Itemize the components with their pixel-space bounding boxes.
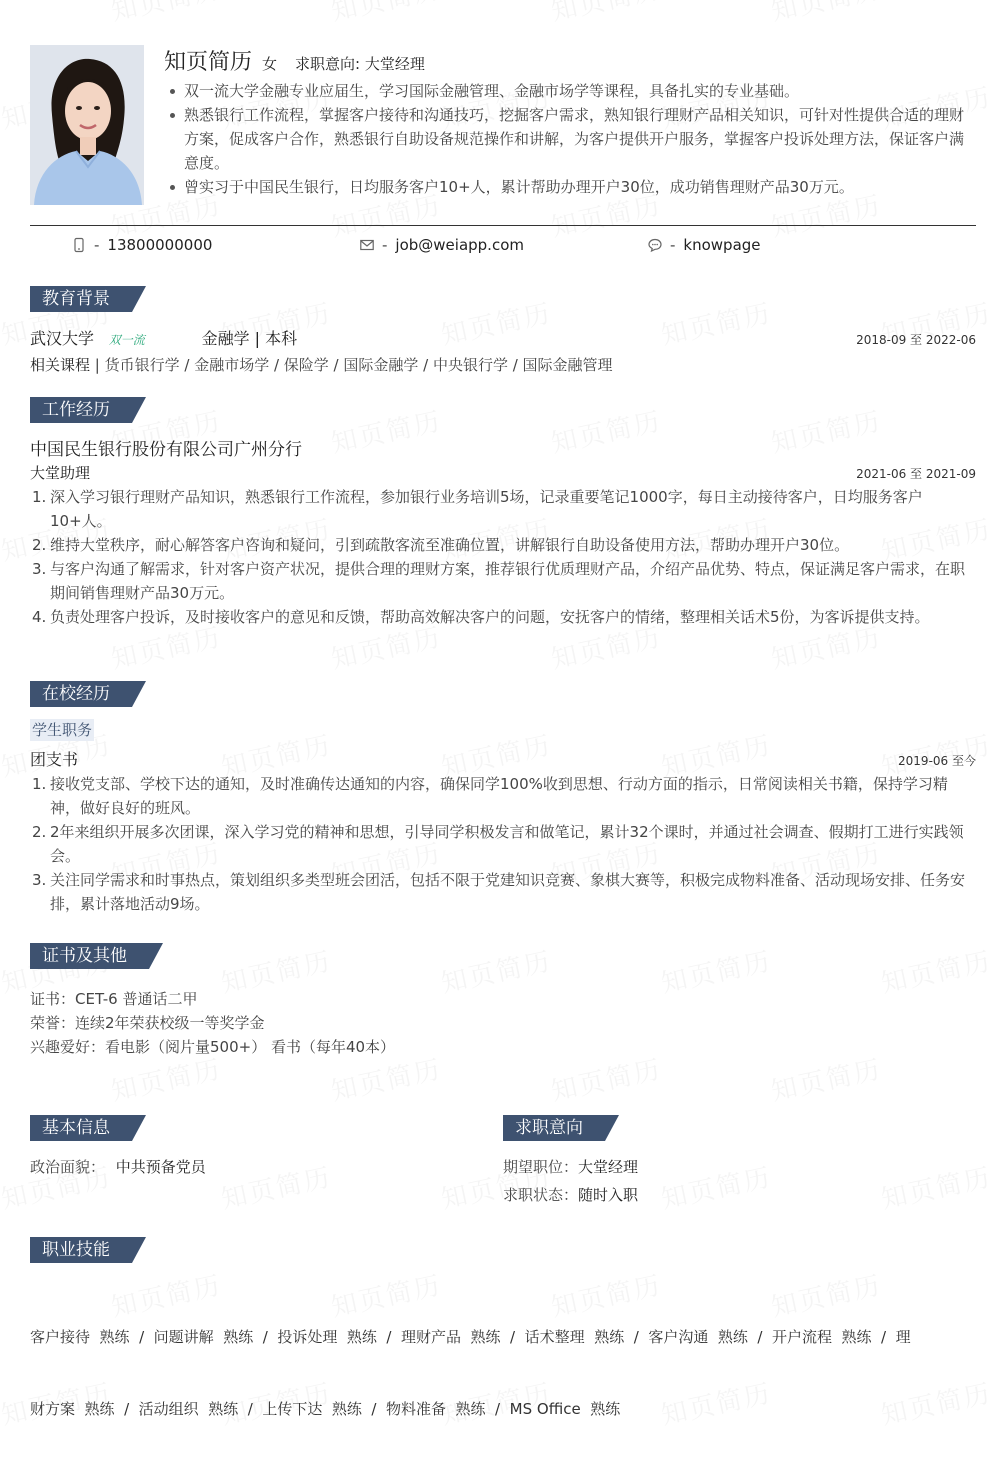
courses-label: 相关课程 <box>30 356 91 374</box>
campus-items <box>30 772 976 916</box>
header-divider <box>30 225 976 226</box>
section-title: 求职意向 <box>503 1115 605 1141</box>
watermark-text <box>327 0 444 28</box>
list-item: 2. 2年来组织开展多次团课，深入学习党的精神和思想，引导同学积极发言和做笔记，累计32个课时，并通过社会调查、假期打工进行实践领会。 <box>32 823 964 865</box>
campus-tag-row <box>30 719 976 741</box>
watermark-text <box>0 1265 5 1324</box>
work-date: 2021-06 至 2021-09 <box>856 467 976 481</box>
contact-bar <box>30 236 976 258</box>
contact-phone <box>72 236 212 254</box>
courses-line <box>30 353 976 377</box>
section-title: 工作经历 <box>30 397 132 423</box>
header-info <box>164 45 976 199</box>
summary-item: 双一流大学金融专业应届生，学习国际金融管理、金融市场学等课程，具备扎实的专业基础。 <box>164 79 976 103</box>
name-line <box>164 45 976 77</box>
header-intent <box>295 53 425 74</box>
phone-icon <box>72 238 86 252</box>
watermark-text <box>0 401 5 460</box>
company-name: 中国民生银行股份有限公司广州分行 <box>30 440 302 460</box>
list-item: 3. 关注同学需求和时事热点，策划组织多类型班会团活，包括不限于党建知识竞赛、象棋大赛等，积极完成物料准备、活动现场安排、任务安排，累计落地活动9场。 <box>32 871 966 913</box>
campus-tag: 学生职务 <box>32 721 93 739</box>
section-basic <box>30 1115 480 1181</box>
section-intent <box>503 1115 973 1209</box>
school-badge: 双一流 <box>108 333 145 347</box>
watermark-text <box>0 185 5 244</box>
major: 金融学 | 本科 <box>201 329 298 348</box>
list-item: 3. 与客户沟通了解需求，针对客户资产状况，提供合理的理财方案，推荐银行优质理财产品，介绍产品优势、特点，保证满足客户需求，在职期间销售理财产品30万元。 <box>32 560 966 602</box>
section-work <box>30 397 976 629</box>
email-value: job@weiapp.com <box>395 236 524 254</box>
cert-line: 证书：CET-6 普通话二甲 <box>30 990 198 1008</box>
summary-list <box>164 79 976 199</box>
skills-line: 财方案 熟练 / 活动组织 熟练 / 上传下达 熟练 / 物料准备 熟练 / MS Office 熟练 <box>30 1400 621 1418</box>
certs-lines <box>30 987 976 1059</box>
skills-line: 客户接待 熟练 / 问题讲解 熟练 / 投诉处理 熟练 / 理财产品 熟练 / 话术整理 熟练 / 客户沟通 熟练 / 开户流程 熟练 / 理 <box>30 1328 911 1346</box>
campus-role: 团支书 <box>30 750 79 769</box>
list-item: 1. 深入学习银行理财产品知识，熟悉银行工作流程，参加银行业务培训5场，记录重要笔记1000字，每日主动接待客户，日均服务客户10+人。 <box>32 488 923 530</box>
section-education <box>30 286 976 377</box>
list-item: 4. 负责处理客户投诉，及时接收客户的意见和反馈，帮助高效解决客户的问题，安抚客户的情绪，整理相关话术5份，为客诉提供支持。 <box>32 608 930 626</box>
status-value: 随时入职 <box>578 1186 639 1204</box>
work-items <box>30 485 976 629</box>
contact-sep: - <box>670 236 676 254</box>
watermark-text <box>767 0 884 28</box>
courses-value: | 货币银行学 / 金融市场学 / 保险学 / 国际金融学 / 中央银行学 / 国际金融管理 <box>90 356 613 374</box>
watermark-text <box>0 833 5 892</box>
resume-header <box>30 45 976 205</box>
education-main <box>30 326 297 349</box>
watermark-text <box>547 0 664 28</box>
summary-item: 曾实习于中国民生银行，日均服务客户10+人，累计帮助办理开户30位，成功销售理财产品30万元。 <box>164 175 976 199</box>
list-item: 2. 维持大堂秩序，耐心解答客户咨询和疑问，引到疏散客流至准确位置，讲解银行自助设备使用方法，帮助办理开户30位。 <box>32 536 850 554</box>
section-campus <box>30 681 976 916</box>
section-title: 基本信息 <box>30 1115 132 1141</box>
campus-role-row <box>30 747 976 770</box>
basic-row <box>30 1153 480 1181</box>
section-title: 证书及其他 <box>30 943 149 969</box>
contact-email <box>360 236 524 254</box>
chat-icon <box>648 238 662 252</box>
education-row <box>30 326 976 349</box>
contact-sep: - <box>94 236 100 254</box>
contact-sep: - <box>382 236 388 254</box>
phone-value: 13800000000 <box>107 236 213 254</box>
position-label: 期望职位： <box>503 1158 579 1176</box>
campus-date: 2019-06 至今 <box>898 754 976 768</box>
school-name: 武汉大学 <box>30 329 95 348</box>
mail-icon <box>360 238 374 252</box>
section-title: 职业技能 <box>30 1237 132 1263</box>
intent-status-row <box>503 1181 973 1209</box>
cert-line: 兴趣爱好：看电影（阅片量500+） 看书（每年40本） <box>30 1038 396 1056</box>
education-date: 2018-09 至 2022-06 <box>856 333 976 347</box>
position-value: 大堂经理 <box>578 1158 639 1176</box>
section-title: 教育背景 <box>30 286 132 312</box>
watermark-text <box>0 1049 5 1108</box>
profile-photo <box>30 45 144 205</box>
basic-label: 政治面貌： <box>30 1158 106 1176</box>
intent-label: 求职意向: <box>295 55 361 73</box>
list-item: 1. 接收党支部、学校下达的通知，及时准确传达通知的内容，确保同学100%收到思想、行动方面的指示，日常阅读相关书籍，保持学习精神，做好良好的班风。 <box>32 775 948 817</box>
intent-position-row <box>503 1153 973 1181</box>
summary-item: 熟悉银行工作流程，掌握客户接待和沟通技巧，挖掘客户需求，熟知银行理财产品相关知识，可针对性提供合适的理财方案，促成客户合作，熟悉银行自助设备规范操作和讲解，为客户提供开户服务，掌握客户投诉处理方法，保证客户满意度。 <box>164 103 976 175</box>
section-certs <box>30 943 976 1059</box>
candidate-gender: 女 <box>262 55 278 73</box>
section-title: 在校经历 <box>30 681 132 707</box>
watermark-text <box>0 617 5 676</box>
work-role-row <box>30 462 976 483</box>
section-skills <box>30 1237 976 1469</box>
cert-line: 荣誉：连续2年荣获校级一等奖学金 <box>30 1014 265 1032</box>
skills-text <box>30 1277 976 1469</box>
wechat-value: knowpage <box>683 236 761 254</box>
candidate-name: 知页简历 <box>164 50 253 75</box>
contact-wechat <box>648 236 761 254</box>
work-role: 大堂助理 <box>30 464 91 482</box>
status-label: 求职状态： <box>503 1186 579 1204</box>
basic-value: 中共预备党员 <box>115 1158 206 1176</box>
intent-value: 大堂经理 <box>364 55 425 73</box>
watermark-text <box>0 0 5 28</box>
watermark-text <box>107 0 224 28</box>
